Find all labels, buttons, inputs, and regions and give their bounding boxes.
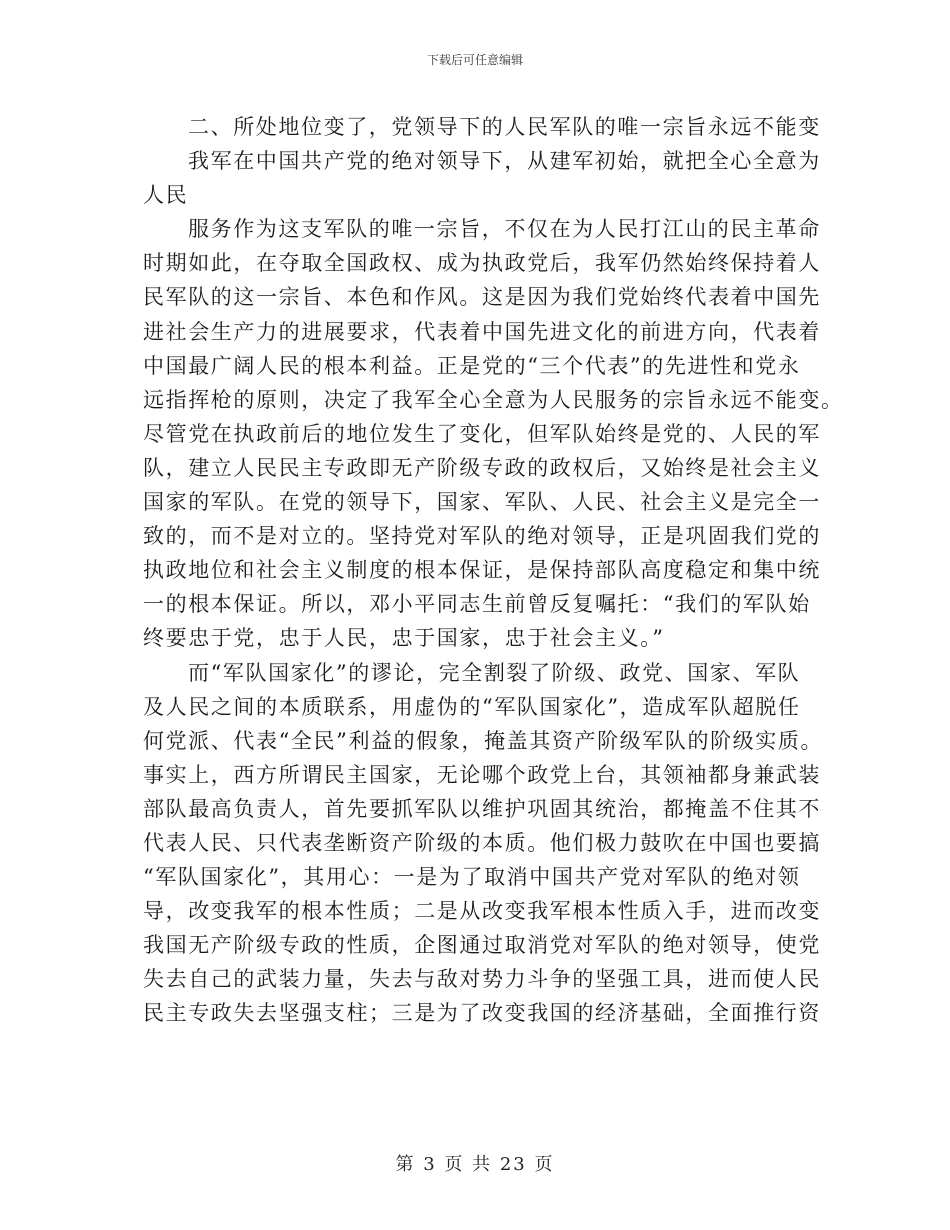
text-line: 尽管党在执政前后的地位发生了变化，但军队始终是党的、人民的军 (143, 421, 821, 446)
text-line: 中国最广阔人民的根本利益。正是党的“三个代表”的先进性和党永 (143, 353, 801, 378)
text-line: 二、所处地位变了，党领导下的人民军队的唯一宗旨永远不能变 (188, 115, 821, 139)
text-line: 一的根本保证。所以，邓小平同志生前曾反复嘱托：“我们的军队始 (143, 592, 811, 617)
text-line: 服务作为这支军队的唯一宗旨，不仅在为人民打江山的民主革命 (188, 217, 821, 242)
text-line: 民主专政失去坚强支柱；三是为了改变我国的经济基础，全面推行资 (143, 1001, 821, 1026)
page-header: 下载后可任意编辑 (426, 53, 523, 67)
text-line: 我军在中国共产党的绝对领导下，从建军初始，就把全心全意为 (188, 149, 821, 174)
text-line: 远指挥枪的原则，决定了我军全心全意为人民服务的宗旨永远不能变。 (143, 387, 844, 412)
text-line: 执政地位和社会主义制度的根本保证，是保持部队高度稳定和集中统 (143, 558, 821, 583)
text-line: 代表人民、只代表垄断资产阶级的本质。他们极力鼓吹在中国也要搞 (143, 830, 821, 855)
text-line: 事实上，西方所谓民主国家，无论哪个政党上台，其领袖都身兼武装 (143, 762, 821, 787)
text-line: 时期如此，在夺取全国政权、成为执政党后，我军仍然始终保持着人 (143, 251, 821, 276)
body-text (143, 110, 844, 1031)
text-line: 部队最高负责人，首先要抓军队以维护巩固其统治，都掩盖不住其不 (143, 796, 821, 821)
text-line: 失去自己的武装力量，失去与敌对势力斗争的坚强工具，进而使人民 (143, 967, 821, 992)
text-line: “军队国家化”，其用心：一是为了取消中国共产党对军队的绝对领 (143, 865, 801, 890)
text-line: 我国无产阶级专政的性质，企图通过取消党对军队的绝对领导，使党 (143, 933, 821, 958)
text-line: 人民 (143, 183, 189, 208)
text-line: 民军队的这一宗旨、本色和作风。这是因为我们党始终代表着中国先 (143, 285, 821, 310)
text-line: 终要忠于党，忠于人民，忠于国家，忠于社会主义。” (143, 626, 665, 651)
text-line: 国家的军队。在党的领导下，国家、军队、人民、社会主义是完全一 (143, 490, 821, 515)
text-line: 导，改变我军的根本性质；二是从改变我军根本性质入手，进而改变 (143, 899, 821, 924)
text-line: 何党派、代表“全民”利益的假象，掩盖其资产阶级军队的阶级实质。 (143, 728, 824, 753)
page-footer: 第 3 页 共 23 页 (395, 1154, 555, 1175)
text-line: 队，建立人民民主专政即无产阶级专政的政权后，又始终是社会主义 (143, 455, 821, 480)
text-line: 进社会生产力的进展要求，代表着中国先进文化的前进方向，代表着 (143, 319, 821, 344)
text-line: 及人民之间的本质联系，用虚伪的“军队国家化”，造成军队超脱任 (143, 694, 801, 719)
text-line: 而“军队国家化”的谬论，完全割裂了阶级、政党、国家、军队 (188, 660, 801, 685)
text-line: 致的，而不是对立的。坚持党对军队的绝对领导，正是巩固我们党的 (143, 524, 821, 549)
